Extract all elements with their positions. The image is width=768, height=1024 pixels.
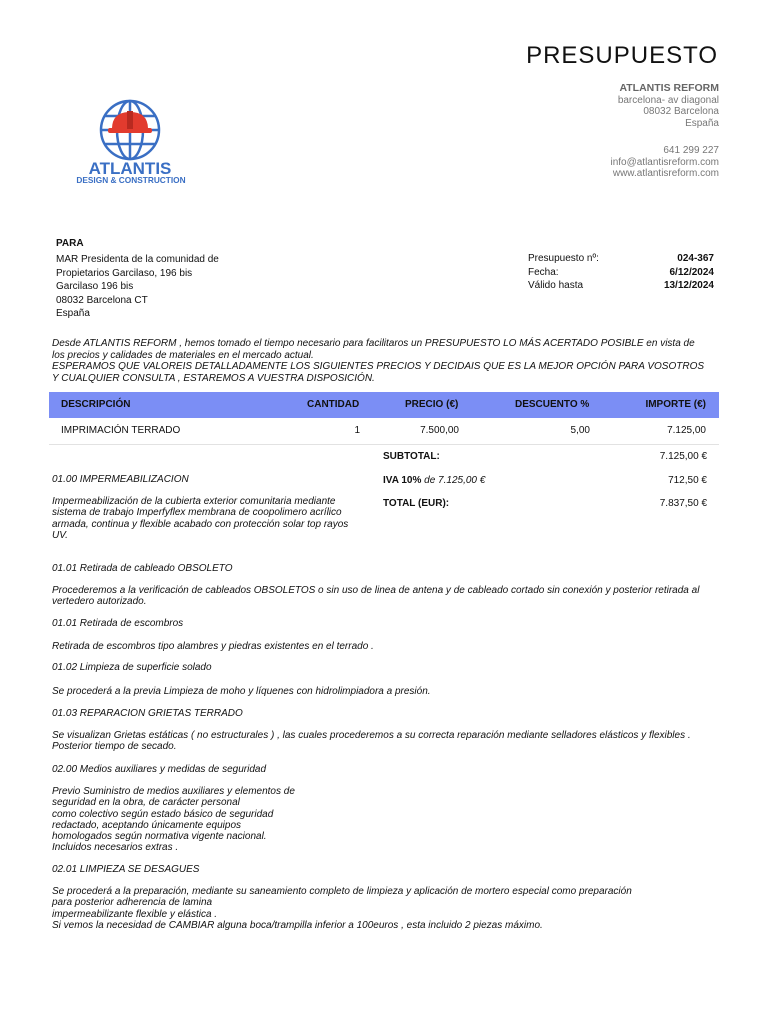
helmet-icon <box>108 111 152 133</box>
col-description: DESCRIPCIÓN <box>61 399 131 410</box>
client-line: MAR Presidenta de la comunidad de <box>56 254 219 265</box>
iva-base: de 7.125,00 € <box>424 475 486 486</box>
quote-valid-until: 13/12/2024 <box>663 280 714 291</box>
section-body: Retirada de escombros tipo alambres y piedras existentes en el terrado . <box>52 641 374 652</box>
total-value: 7.837,50 € <box>659 498 707 509</box>
iva-line <box>383 475 485 486</box>
item-price: 7.500,00 <box>420 425 459 436</box>
body-line: sistema de trabajo Imperfyflex membrana de coopolimero acrílico <box>52 507 342 519</box>
document-title: PRESUPUESTO <box>526 42 718 69</box>
quote-valid-label: Válido hasta <box>528 280 584 291</box>
section-title: 01.00 IMPERMEABILIZACION <box>52 474 189 485</box>
row-divider <box>49 444 719 445</box>
body-line: Impermeabilización de la cubierta exterior comunitaria mediante <box>52 496 336 507</box>
section-body: Se procederá a la previa Limpieza de moho y líquenes con hidrolimpiadora a presión. <box>52 686 431 697</box>
intro-line: los precios y calidades de materiales en el mercado actual. <box>52 349 314 361</box>
quote-date: 6/12/2024 <box>669 266 714 278</box>
company-block <box>610 83 719 180</box>
client-address <box>56 253 219 321</box>
item-discount: 5,00 <box>570 425 590 436</box>
company-name: ATLANTIS REFORM <box>619 82 719 94</box>
client-label: PARA <box>56 238 84 249</box>
body-line: Se visualizan Grietas estáticas ( no estructurales ) , las cuales procederemos a su correcta reparación mediante selladores elásticos y flexibles . <box>52 730 691 741</box>
section-body <box>52 886 632 931</box>
client-line: Propietarios Garcilaso, 196 bis <box>56 267 193 279</box>
body-line: Si vemos la necesidad de CAMBIAR alguna boca/trampilla inferior a 100euros , esta incluido 2 piezas máximo. <box>52 919 543 931</box>
body-line: para posterior adherencia de lamina <box>52 897 213 909</box>
body-line: armada, continua y flexible acabado con protección solar top rayos <box>52 518 349 530</box>
client-line: Garcilaso 196 bis <box>56 281 134 292</box>
item-quantity: 1 <box>354 425 360 436</box>
intro-line: ESPERAMOS QUE VALOREIS DETALLADAMENTE LOS SIGUIENTES PRECIOS Y DECIDAIS QUE ES LA MEJOR OPCIÓN PARA VOSOTROS <box>52 361 705 372</box>
iva-label: IVA 10% <box>383 475 422 486</box>
company-country: España <box>685 117 719 129</box>
section-title: 01.01 Retirada de cableado OBSOLETO <box>52 563 233 574</box>
client-line: España <box>56 308 90 319</box>
body-line: Se procederá a la preparación, mediante su saneamiento completo de limpieza y aplicación de mortero especial como preparación <box>52 886 632 897</box>
body-line: Procederemos a la verificación de cableados OBSOLETOS o sin uso de linea de antena y de cableado cortado sin conexión y posterior retirada al <box>52 585 700 596</box>
body-line: Previo Suministro de medios auxiliares y elementos de <box>52 786 295 797</box>
subtotal-value: 7.125,00 € <box>659 451 707 462</box>
section-title: 02.01 LIMPIEZA SE DESAGUES <box>52 864 200 875</box>
quote-date-label: Fecha: <box>528 266 559 278</box>
intro-line: Y CUALQUIER CONSULTA , ESTAREMOS A VUESTRA DISPOSICIÓN. <box>52 372 375 384</box>
section-title: 01.01 Retirada de escombros <box>52 618 184 629</box>
body-line: UV. <box>52 529 68 541</box>
logo-tagline: DESIGN & CONSTRUCTION <box>76 175 186 185</box>
body-line: Incluidos necesarios extras . <box>52 842 179 854</box>
section-body <box>52 496 348 541</box>
company-phone: 641 299 227 <box>663 145 719 156</box>
quote-number-label: Presupuesto nº: <box>528 253 599 264</box>
col-price: PRECIO (€) <box>405 399 459 410</box>
intro-line: Desde ATLANTIS REFORM , hemos tomado el tiempo necesario para facilitaros un PRESUPUESTO LO MÁS ACERTADO POSIBLE en vista de <box>52 338 695 349</box>
section-body <box>52 786 295 854</box>
quote-meta <box>528 252 714 293</box>
iva-value: 712,50 € <box>668 475 707 486</box>
body-line: Posterior tiempo de secado. <box>52 741 177 753</box>
body-line: vertedero autorizado. <box>52 596 147 608</box>
section-title: 01.02 Limpieza de superficie solado <box>52 662 212 673</box>
section-body <box>52 730 691 753</box>
col-discount: DESCUENTO % <box>515 399 590 410</box>
company-website: www.atlantisreform.com <box>612 168 719 179</box>
intro-text <box>52 338 722 384</box>
body-line: homologados según normativa vigente nacional. <box>52 831 267 843</box>
col-amount: IMPORTE (€) <box>645 399 706 410</box>
body-line: como colectivo según estado básico de seguridad <box>52 808 274 820</box>
section-title: 01.03 REPARACION GRIETAS TERRADO <box>52 708 243 719</box>
logo-name: ATLANTIS <box>88 159 172 178</box>
company-logo <box>58 98 208 190</box>
item-amount: 7.125,00 <box>667 425 706 436</box>
company-address-line2: 08032 Barcelona <box>643 106 719 117</box>
total-label: TOTAL (EUR): <box>383 498 450 509</box>
col-quantity: CANTIDAD <box>307 399 360 410</box>
body-line: impermeabilizante flexible y elástica . <box>52 908 218 920</box>
client-line: 08032 Barcelona CT <box>56 294 148 306</box>
section-body <box>52 585 699 608</box>
company-address-line1: barcelona- av diagonal <box>617 94 719 106</box>
quote-number: 024-367 <box>677 253 714 264</box>
body-line: redactado, aceptando únicamente equipos <box>52 819 242 831</box>
subtotal-label: SUBTOTAL: <box>383 451 440 462</box>
section-title: 02.00 Medios auxiliares y medidas de seguridad <box>52 764 267 775</box>
table-header <box>49 392 719 418</box>
company-email: info@atlantisreform.com <box>610 156 719 168</box>
body-line: seguridad en la obra, de carácter personal <box>52 797 240 809</box>
item-description: IMPRIMACIÓN TERRADO <box>61 425 181 436</box>
